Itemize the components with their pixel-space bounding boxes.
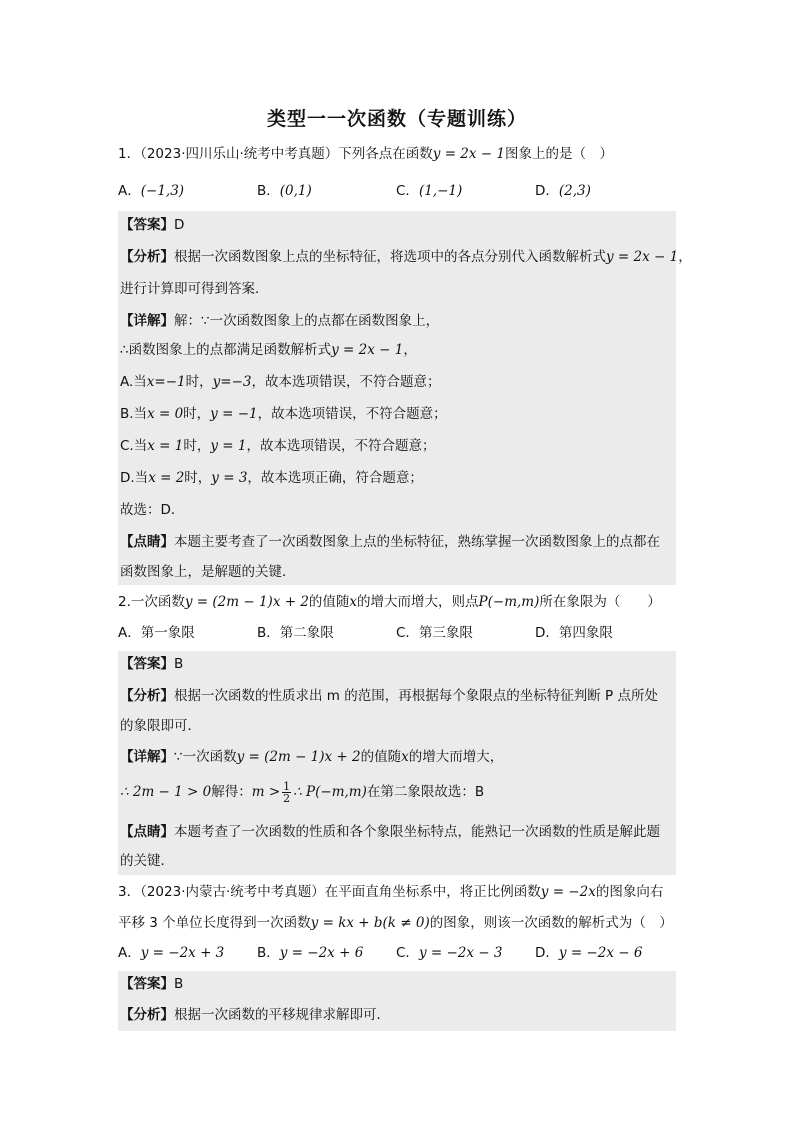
q1-stem-end: 图象上的是（ ） — [505, 146, 613, 162]
q1-option-a: A．(−1,3) — [118, 183, 185, 199]
q2-solution-box — [118, 651, 676, 875]
q1-analysis: 【分析】根据一次函数图象上点的坐标特征，将选项中的各点分别代入函数解析式y = 2x − 1， — [120, 249, 692, 265]
q1-answer: 【答案】D — [120, 217, 185, 233]
q1-option-c: C．(1,−1) — [396, 183, 463, 199]
q2-detail: 【详解】∵一次函数y = (2m − 1)x + 2的值随x的增大而增大， — [120, 749, 504, 765]
q3-option-b: B．y = −2x + 6 — [257, 945, 364, 961]
q1-detail-a: A.当x=−1时，y=−3，故本选项错误，不符合题意； — [120, 374, 441, 390]
q1-conclusion: 故选：D． — [120, 502, 185, 518]
q1-detail-c: C.当x = 1时，y = 1，故本选项错误，不符合题意； — [120, 438, 436, 454]
q2-fraction: $\frac{1}{2}$ — [283, 779, 291, 805]
q2-comment: 【点睛】本题考查了一次函数的性质和各个象限坐标特点，能熟记一次函数的性质是解此题 — [120, 824, 660, 840]
q2-answer: 【答案】B — [120, 656, 184, 672]
q1-comment-cont: 函数图象上，是解题的关键． — [120, 564, 296, 580]
q3-stem-cont: 平移 3 个单位长度得到一次函数y = kx + b(k ≠ 0)的图象，则该一次函数的解析式为（ ） — [118, 915, 673, 931]
q2-option-c: C．第三象限 — [396, 625, 473, 641]
q1-detail: 【详解】解：∵一次函数图象上的点都在函数图象上， — [120, 313, 440, 329]
q3-stem: 3．（2023·内蒙古·统考中考真题）在平面直角坐标系中，将正比例函数y = −2x的图象向右 — [118, 884, 664, 900]
q1-detail-d: D.当x = 2时，y = 3，故本选项正确，符合题意； — [120, 470, 423, 486]
q2-analysis-cont: 的象限即可． — [120, 718, 201, 734]
q3-solution-box — [118, 971, 676, 1031]
q3-analysis: 【分析】根据一次函数的平移规律求解即可． — [120, 1007, 390, 1023]
q2-option-b: B．第二象限 — [257, 625, 334, 641]
q2-analysis: 【分析】根据一次函数的性质求出 m 的范围，再根据每个象限点的坐标特征判断 P 点所处 — [120, 688, 658, 704]
q3-answer: 【答案】B — [120, 976, 184, 992]
q1-solution-box — [118, 211, 692, 585]
q2-option-d: D．第四象限 — [535, 625, 613, 641]
q1-stem-expr: y = 2x − 1 — [432, 146, 505, 162]
q1-stem — [118, 145, 613, 163]
q1-detail-b: B.当x = 0时，y = −1，故本选项错误，不符合题意； — [120, 406, 447, 422]
q1-option-d: D．(2,3) — [535, 183, 591, 199]
page-title: 类型一一次函数（专题训练） — [266, 108, 527, 130]
q1-analysis-cont: 进行计算即可得到答案． — [120, 281, 269, 297]
q3-option-a: A．y = −2x + 3 — [118, 945, 225, 961]
q2-stem: 2.一次函数y = (2m − 1)x + 2的值随x的增大而增大，则点P(−m,m)所在象限为（ ） — [118, 594, 661, 610]
q1-detail-line-2: ∴函数图象上的点都满足函数解析式y = 2x − 1， — [120, 342, 417, 358]
q3-option-c: C．y = −2x − 3 — [396, 945, 503, 961]
q2-comment-cont: 的关键． — [120, 853, 174, 869]
q1-comment: 【点睛】本题主要考查了一次函数图象上点的坐标特征，熟练掌握一次函数图象上的点都在 — [120, 534, 660, 550]
q1-stem-text: 1．（2023·四川乐山·统考中考真题）下列各点在函数 — [118, 146, 433, 162]
q1-option-b: B．(0,1) — [257, 183, 312, 199]
q3-option-d: D．y = −2x − 6 — [535, 945, 643, 961]
q2-detail-line-2: ∴ 2m − 1 > 0解得：m > $\frac{1}{2}$ ∴ P(−m,m)在第二象限故选：B — [120, 779, 485, 805]
q2-option-a: A．第一象限 — [118, 625, 195, 641]
